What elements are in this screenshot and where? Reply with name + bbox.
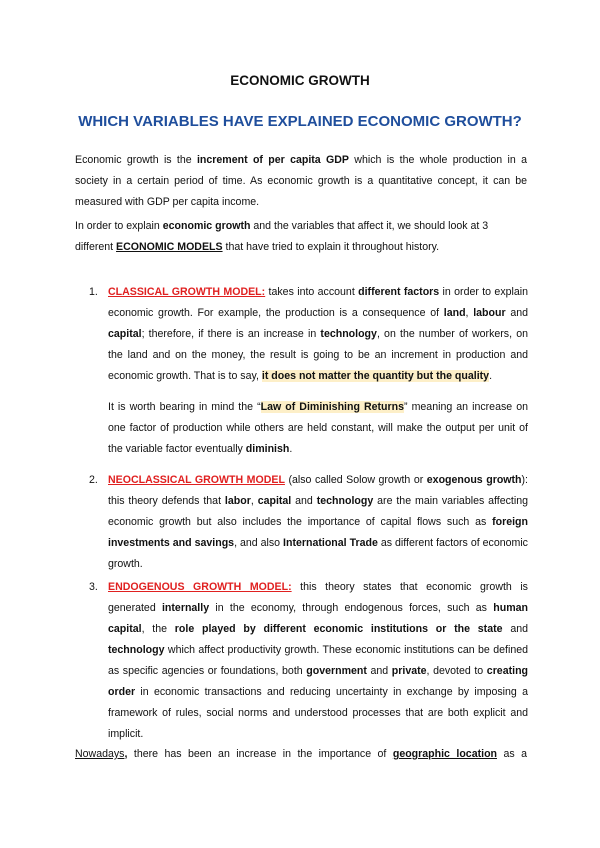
classical-model-heading: CLASSICAL GROWTH MODEL: xyxy=(108,286,266,298)
document-subtitle: WHICH VARIABLES HAVE EXPLAINED ECONOMIC GROWTH? xyxy=(78,113,522,130)
list-number-3: 3. xyxy=(89,581,98,593)
list-item-neoclassical-model: NEOCLASSICAL GROWTH MODEL (also called Solow growth or exogenous growth): this theory defends that labor, capital and technology are the main variables affecting economic growth but also includes the importance of capital flows such as foreign investments and savings, and also International Trade as different factors of economic growth. xyxy=(108,474,529,570)
list-item-classical-model: CLASSICAL GROWTH MODEL: takes into account different factors in order to explain economic growth. For example, the production is a consequence of land, labour and capital; therefore, if there is an increase in technology, on the number of workers, on the land and on the money, the result is going to be an increment in production and economic growth. That is to say, it does not matter the quantity but the quality. xyxy=(108,286,529,382)
document-title: ECONOMIC GROWTH xyxy=(230,73,370,88)
endogenous-model-heading: ENDOGENOUS GROWTH MODEL: xyxy=(108,581,292,593)
list-item-endogenous-model: ENDOGENOUS GROWTH MODEL: this theory states that economic growth is generated internally in the economy, through endogenous forces, such as human capital, the role played by different economic institutions or the state and technology which affect productivity growth. These economic institutions can be defined as specific agencies or foundations, both government and private, devoted to creating order in economic transactions and reducing uncertainty in exchange by imposing a framework of rules, social norms and understood processes that are both explicit and implicit. xyxy=(108,581,529,740)
neoclassical-model-heading: NEOCLASSICAL GROWTH MODEL xyxy=(108,474,285,486)
list-number-2: 2. xyxy=(89,474,98,486)
highlighted-law: Law of Diminishing Returns xyxy=(260,401,405,413)
closing-paragraph: Nowadays, there has been an increase in the importance of geographic location as a xyxy=(75,748,528,760)
intro-paragraph-1: Economic growth is the increment of per capita GDP which is the whole production in a society in a certain period of time. As economic growth is a quantitative concept, it can be measured with GDP per capita income. xyxy=(75,154,527,208)
classical-model-note: It is worth bearing in mind the “Law of Diminishing Returns” meaning an increase on one factor of production while others are held constant, will make the output per unit of the variable factor eventually diminish. xyxy=(108,401,528,455)
highlighted-text: it does not matter the quantity but the quality xyxy=(261,370,490,382)
list-number-1: 1. xyxy=(89,286,98,298)
intro-paragraph-2: In order to explain economic growth and the variables that affect it, we should look at 3 different ECONOMIC MODELS that have tried to explain it throughout history. xyxy=(75,220,489,253)
